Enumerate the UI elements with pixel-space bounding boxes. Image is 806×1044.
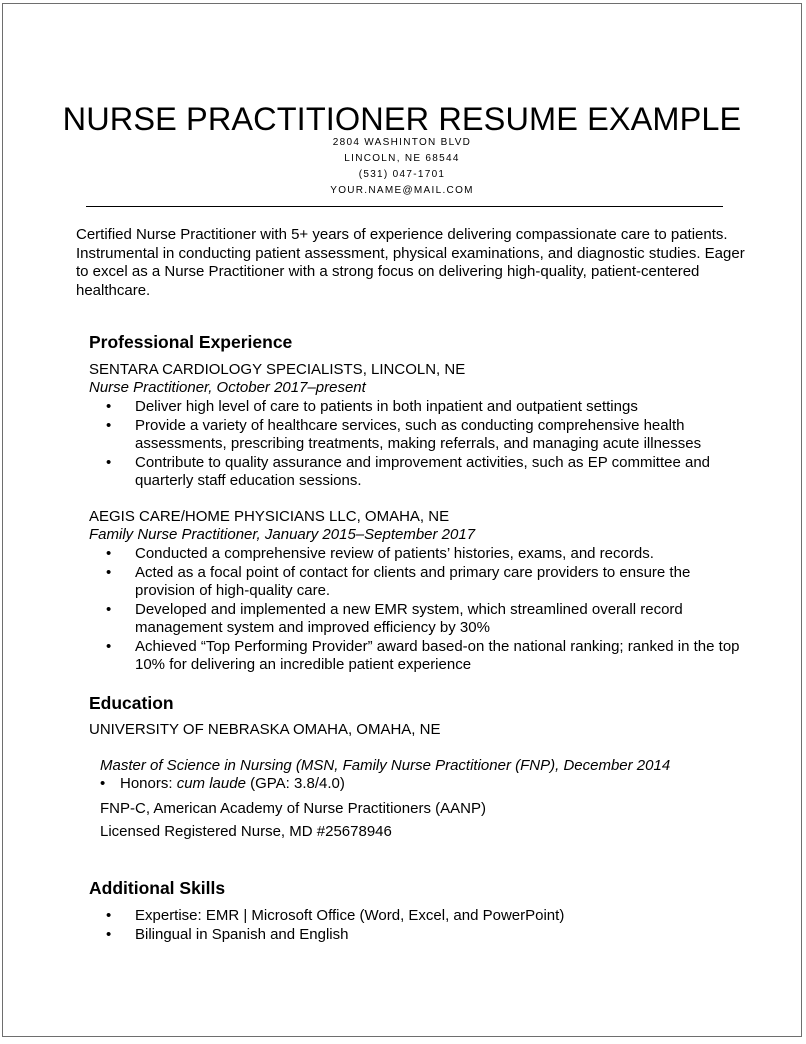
list-item: • Acted as a focal point of contact for clients and primary care providers to ensure the provision of high-quality care.: [106, 563, 691, 599]
bullet-icon: •: [106, 563, 112, 581]
bullet-icon: •: [100, 775, 106, 792]
bullet-icon: •: [106, 925, 112, 943]
contact-email: YOUR.NAME@MAIL.COM: [330, 185, 474, 196]
job-1-employer: SENTARA CARDIOLOGY SPECIALISTS, LINCOLN, NE: [89, 361, 466, 378]
education-honors: • Honors: cum laude (GPA: 3.8/4.0): [96, 775, 345, 794]
job-1-bullets: [88, 398, 748, 491]
list-item: • Developed and implemented a new EMR system, which streamlined overall record management system and improved efficiency by 30%: [106, 600, 683, 636]
contact-block: [3, 135, 801, 199]
list-item: • Conducted a comprehensive review of patients’ histories, exams, and records.: [106, 545, 654, 562]
bullet-icon: •: [106, 453, 112, 471]
contact-city: LINCOLN, NE 68544: [344, 153, 460, 164]
education-heading: Education: [89, 693, 174, 713]
job-2-role: Family Nurse Practitioner, January 2015–September 2017: [89, 526, 476, 543]
job-2-bullets: [88, 545, 748, 675]
education-degree: Master of Science in Nursing (MSN, Family Nurse Practitioner (FNP), December 2014: [100, 757, 671, 774]
bullet-icon: •: [106, 637, 112, 655]
resume-title: NURSE PRACTITIONER RESUME EXAMPLE: [62, 101, 742, 137]
bullet-icon: •: [106, 398, 112, 415]
education-school: UNIVERSITY OF NEBRASKA OMAHA, OMAHA, NE: [89, 721, 441, 738]
list-item: • Expertise: EMR | Microsoft Office (Word, Excel, and PowerPoint): [106, 907, 565, 924]
job-1-role: Nurse Practitioner, October 2017–present: [89, 379, 366, 396]
resume-page: [2, 3, 802, 1037]
list-item: • Contribute to quality assurance and improvement activities, such as EP committee and quarterly staff education sessions.: [106, 453, 711, 489]
header-divider: [86, 206, 723, 207]
bullet-icon: •: [106, 545, 112, 562]
list-item: • Deliver high level of care to patients in both inpatient and outpatient settings: [106, 398, 638, 415]
list-item: • Bilingual in Spanish and English: [106, 925, 349, 943]
skills-bullets: [88, 907, 748, 944]
bullet-icon: •: [106, 600, 112, 618]
education-cert-rn: Licensed Registered Nurse, MD #25678946: [100, 823, 392, 840]
contact-address: 2804 WASHINTON BLVD: [332, 137, 472, 148]
contact-phone: (531) 047-1701: [358, 169, 446, 180]
job-2-employer: AEGIS CARE/HOME PHYSICIANS LLC, OMAHA, NE: [89, 508, 450, 525]
summary-paragraph: Certified Nurse Practitioner with 5+ years of experience delivering compassionate care to patients. Instrumental in conducting patient assessment, physical examinations, and diagnostic studies. Eager to excel as a Nurse Practitioner with a strong focus on delivering high-quality, patient-centered healthcare.: [76, 226, 745, 299]
skills-heading: Additional Skills: [89, 878, 226, 898]
bullet-icon: •: [106, 907, 112, 924]
experience-heading: Professional Experience: [89, 332, 293, 352]
list-item: • Achieved “Top Performing Provider” award based-on the national ranking; ranked in the top 10% for delivering an incredible patient experience: [106, 637, 740, 673]
education-cert-fnp: FNP-C, American Academy of Nurse Practitioners (AANP): [100, 800, 486, 817]
list-item: • Provide a variety of healthcare services, such as conducting comprehensive health assessments, prescribing treatments, making referrals, and managing acute illnesses: [106, 416, 702, 452]
bullet-icon: •: [106, 416, 112, 434]
